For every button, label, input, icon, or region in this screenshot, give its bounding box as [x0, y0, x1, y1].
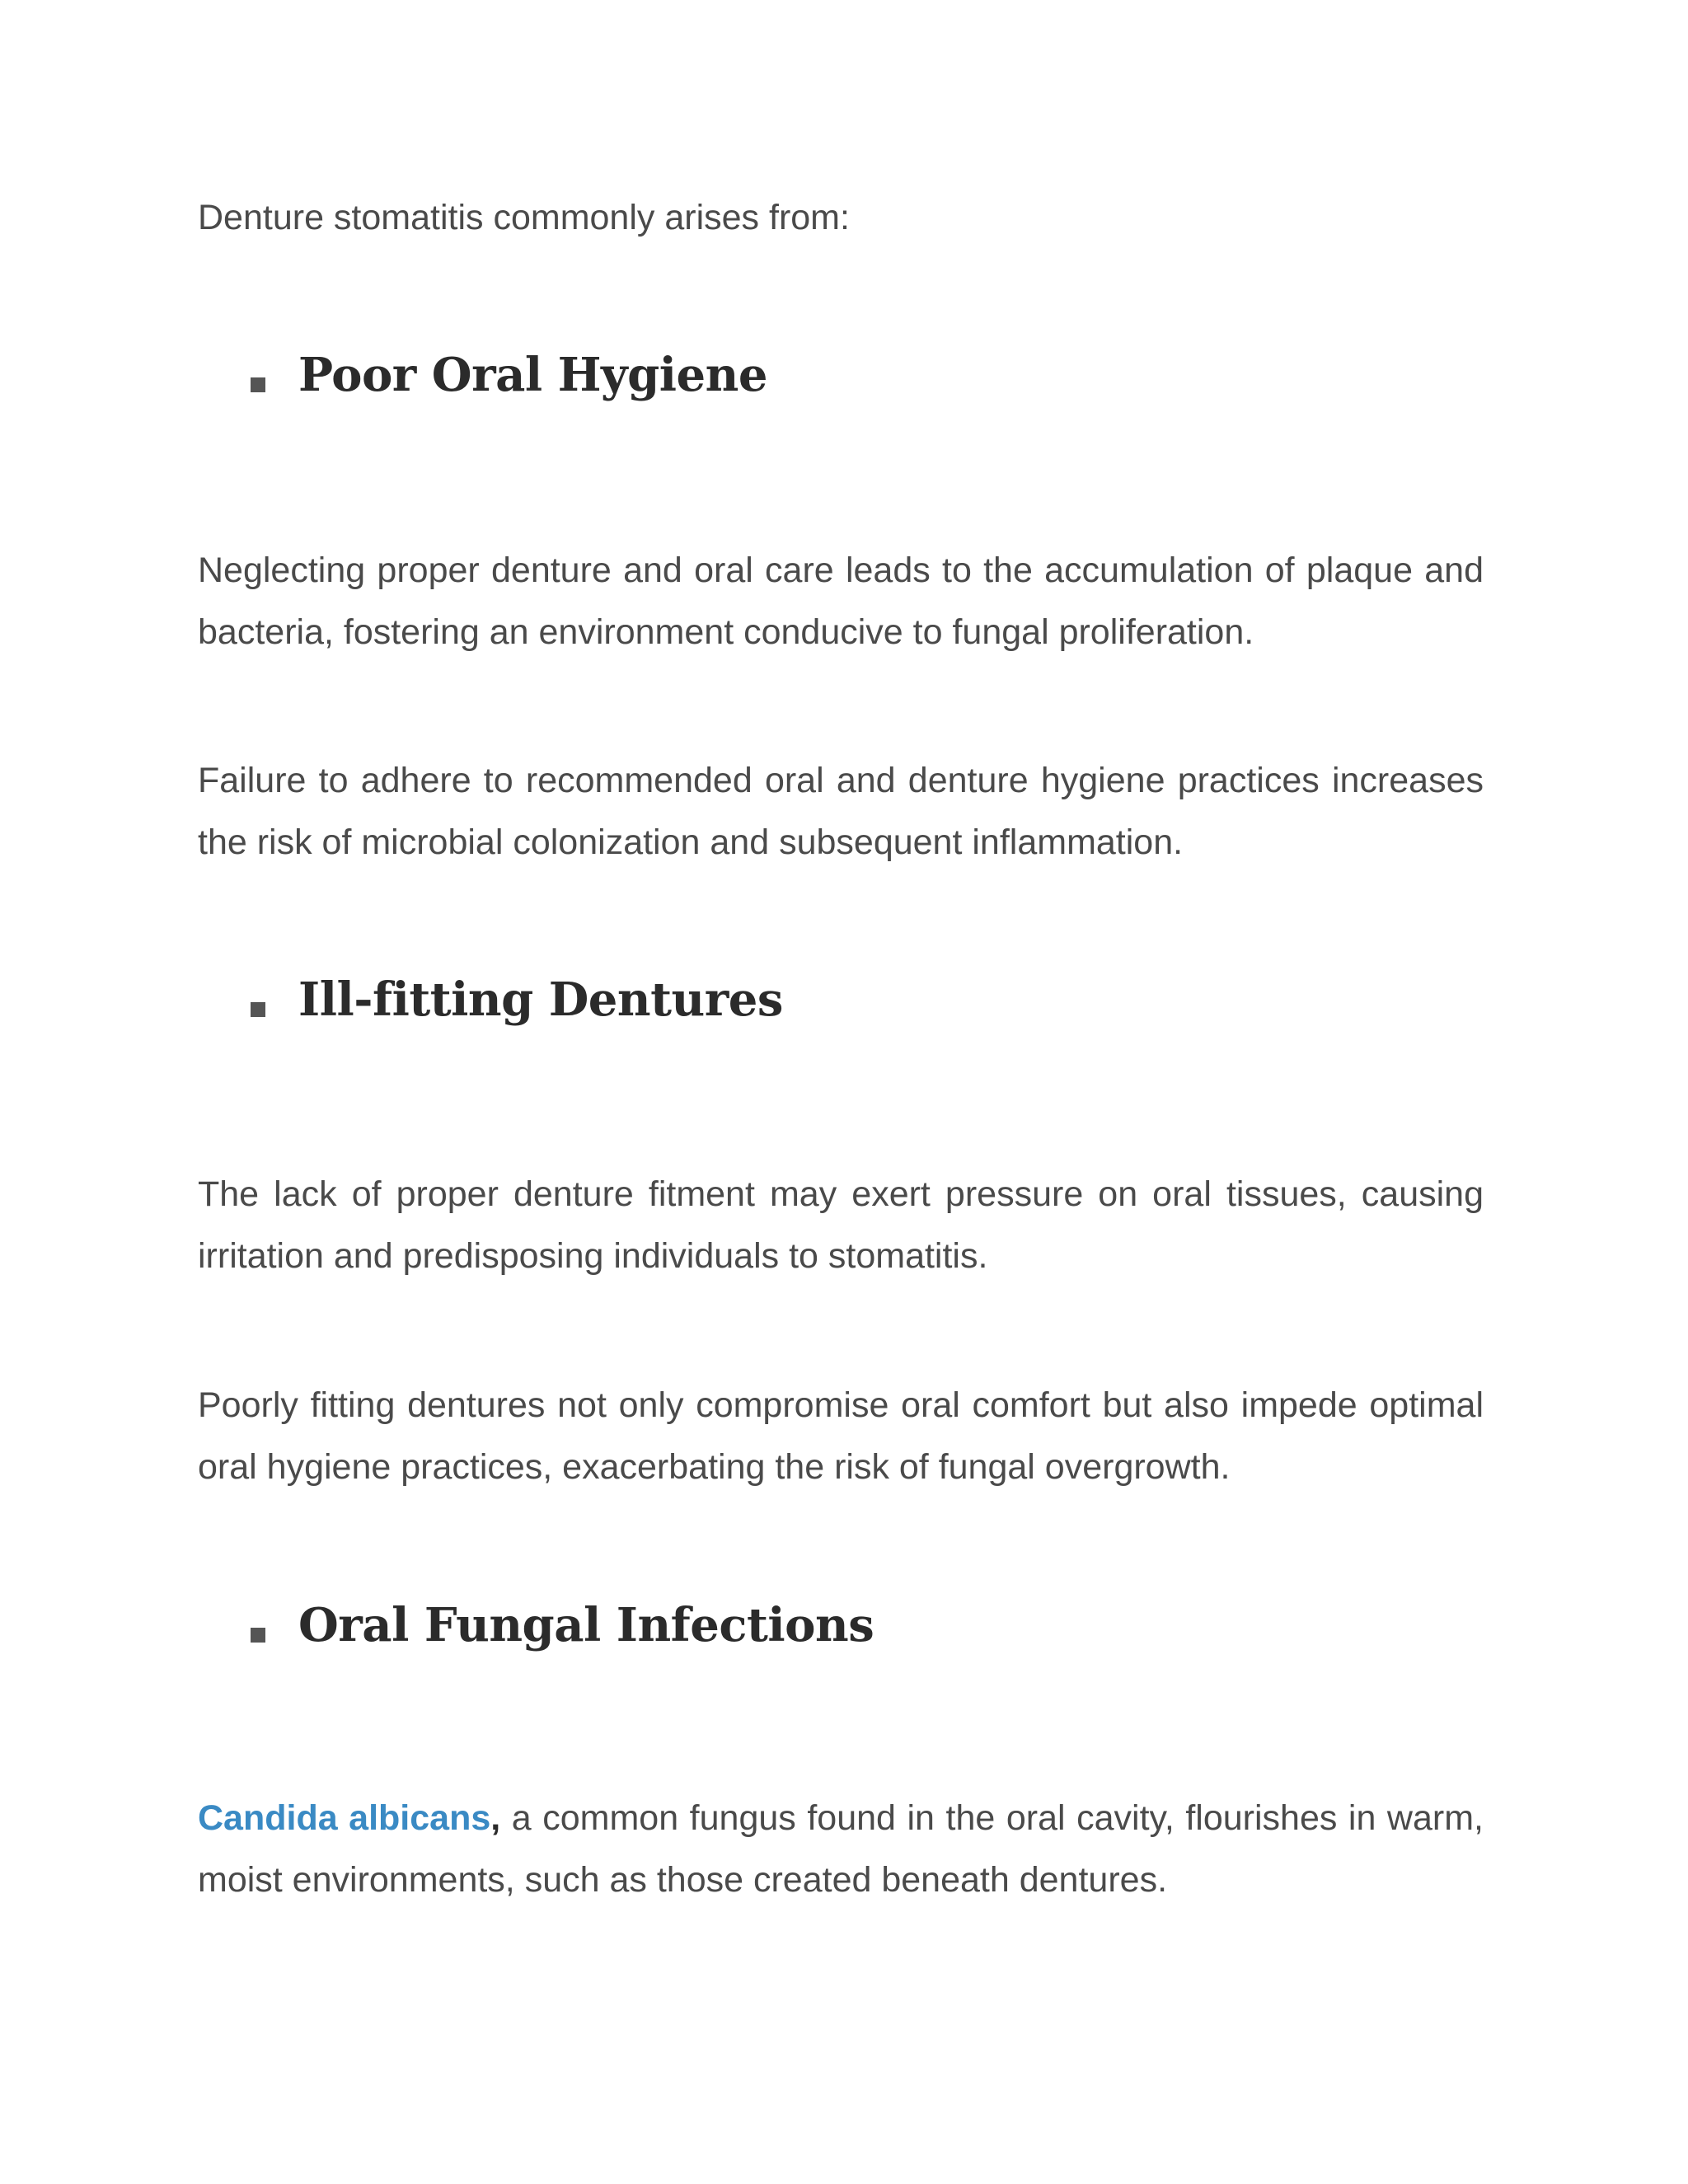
paragraph: Neglecting proper denture and oral care leads to the accumulation of plaque and bacteria, fostering an environment conducive to fungal proliferation. — [198, 551, 1484, 652]
heading-text: Ill-fitting Dentures — [298, 972, 783, 1027]
heading-text: Poor Oral Hygiene — [298, 348, 767, 402]
section-heading-poor-oral-hygiene — [198, 346, 1484, 404]
paragraph: The lack of proper denture fitment may exert pressure on oral tissues, causing irritation and predisposing individuals to stomatitis. — [198, 1174, 1484, 1276]
intro-text: Denture stomatitis commonly arises from: — [198, 198, 850, 237]
square-bullet-icon — [251, 1002, 265, 1017]
square-bullet-icon — [251, 377, 265, 392]
section-heading-oral-fungal-infections — [198, 1596, 1484, 1654]
section-heading-ill-fitting-dentures — [198, 971, 1484, 1029]
paragraph-text: a common fungus found in the oral cavity, flourishes in warm, moist environments, such as those created beneath dentures. — [198, 1798, 1484, 1900]
heading-text: Oral Fungal Infections — [298, 1598, 874, 1652]
candida-albicans-link[interactable]: Candida albicans — [198, 1798, 491, 1838]
paragraph: Failure to adhere to recommended oral and denture hygiene practices increases the risk of microbial colonization and subsequent inflammation. — [198, 761, 1484, 862]
square-bullet-icon — [251, 1628, 265, 1643]
paragraph-candida — [198, 1788, 1484, 1911]
paragraph: Poorly fitting dentures not only compromise oral comfort but also impede optimal oral hygiene practices, exacerbating the risk of fungal overgrowth. — [198, 1385, 1484, 1487]
link-comma: , — [490, 1798, 501, 1838]
